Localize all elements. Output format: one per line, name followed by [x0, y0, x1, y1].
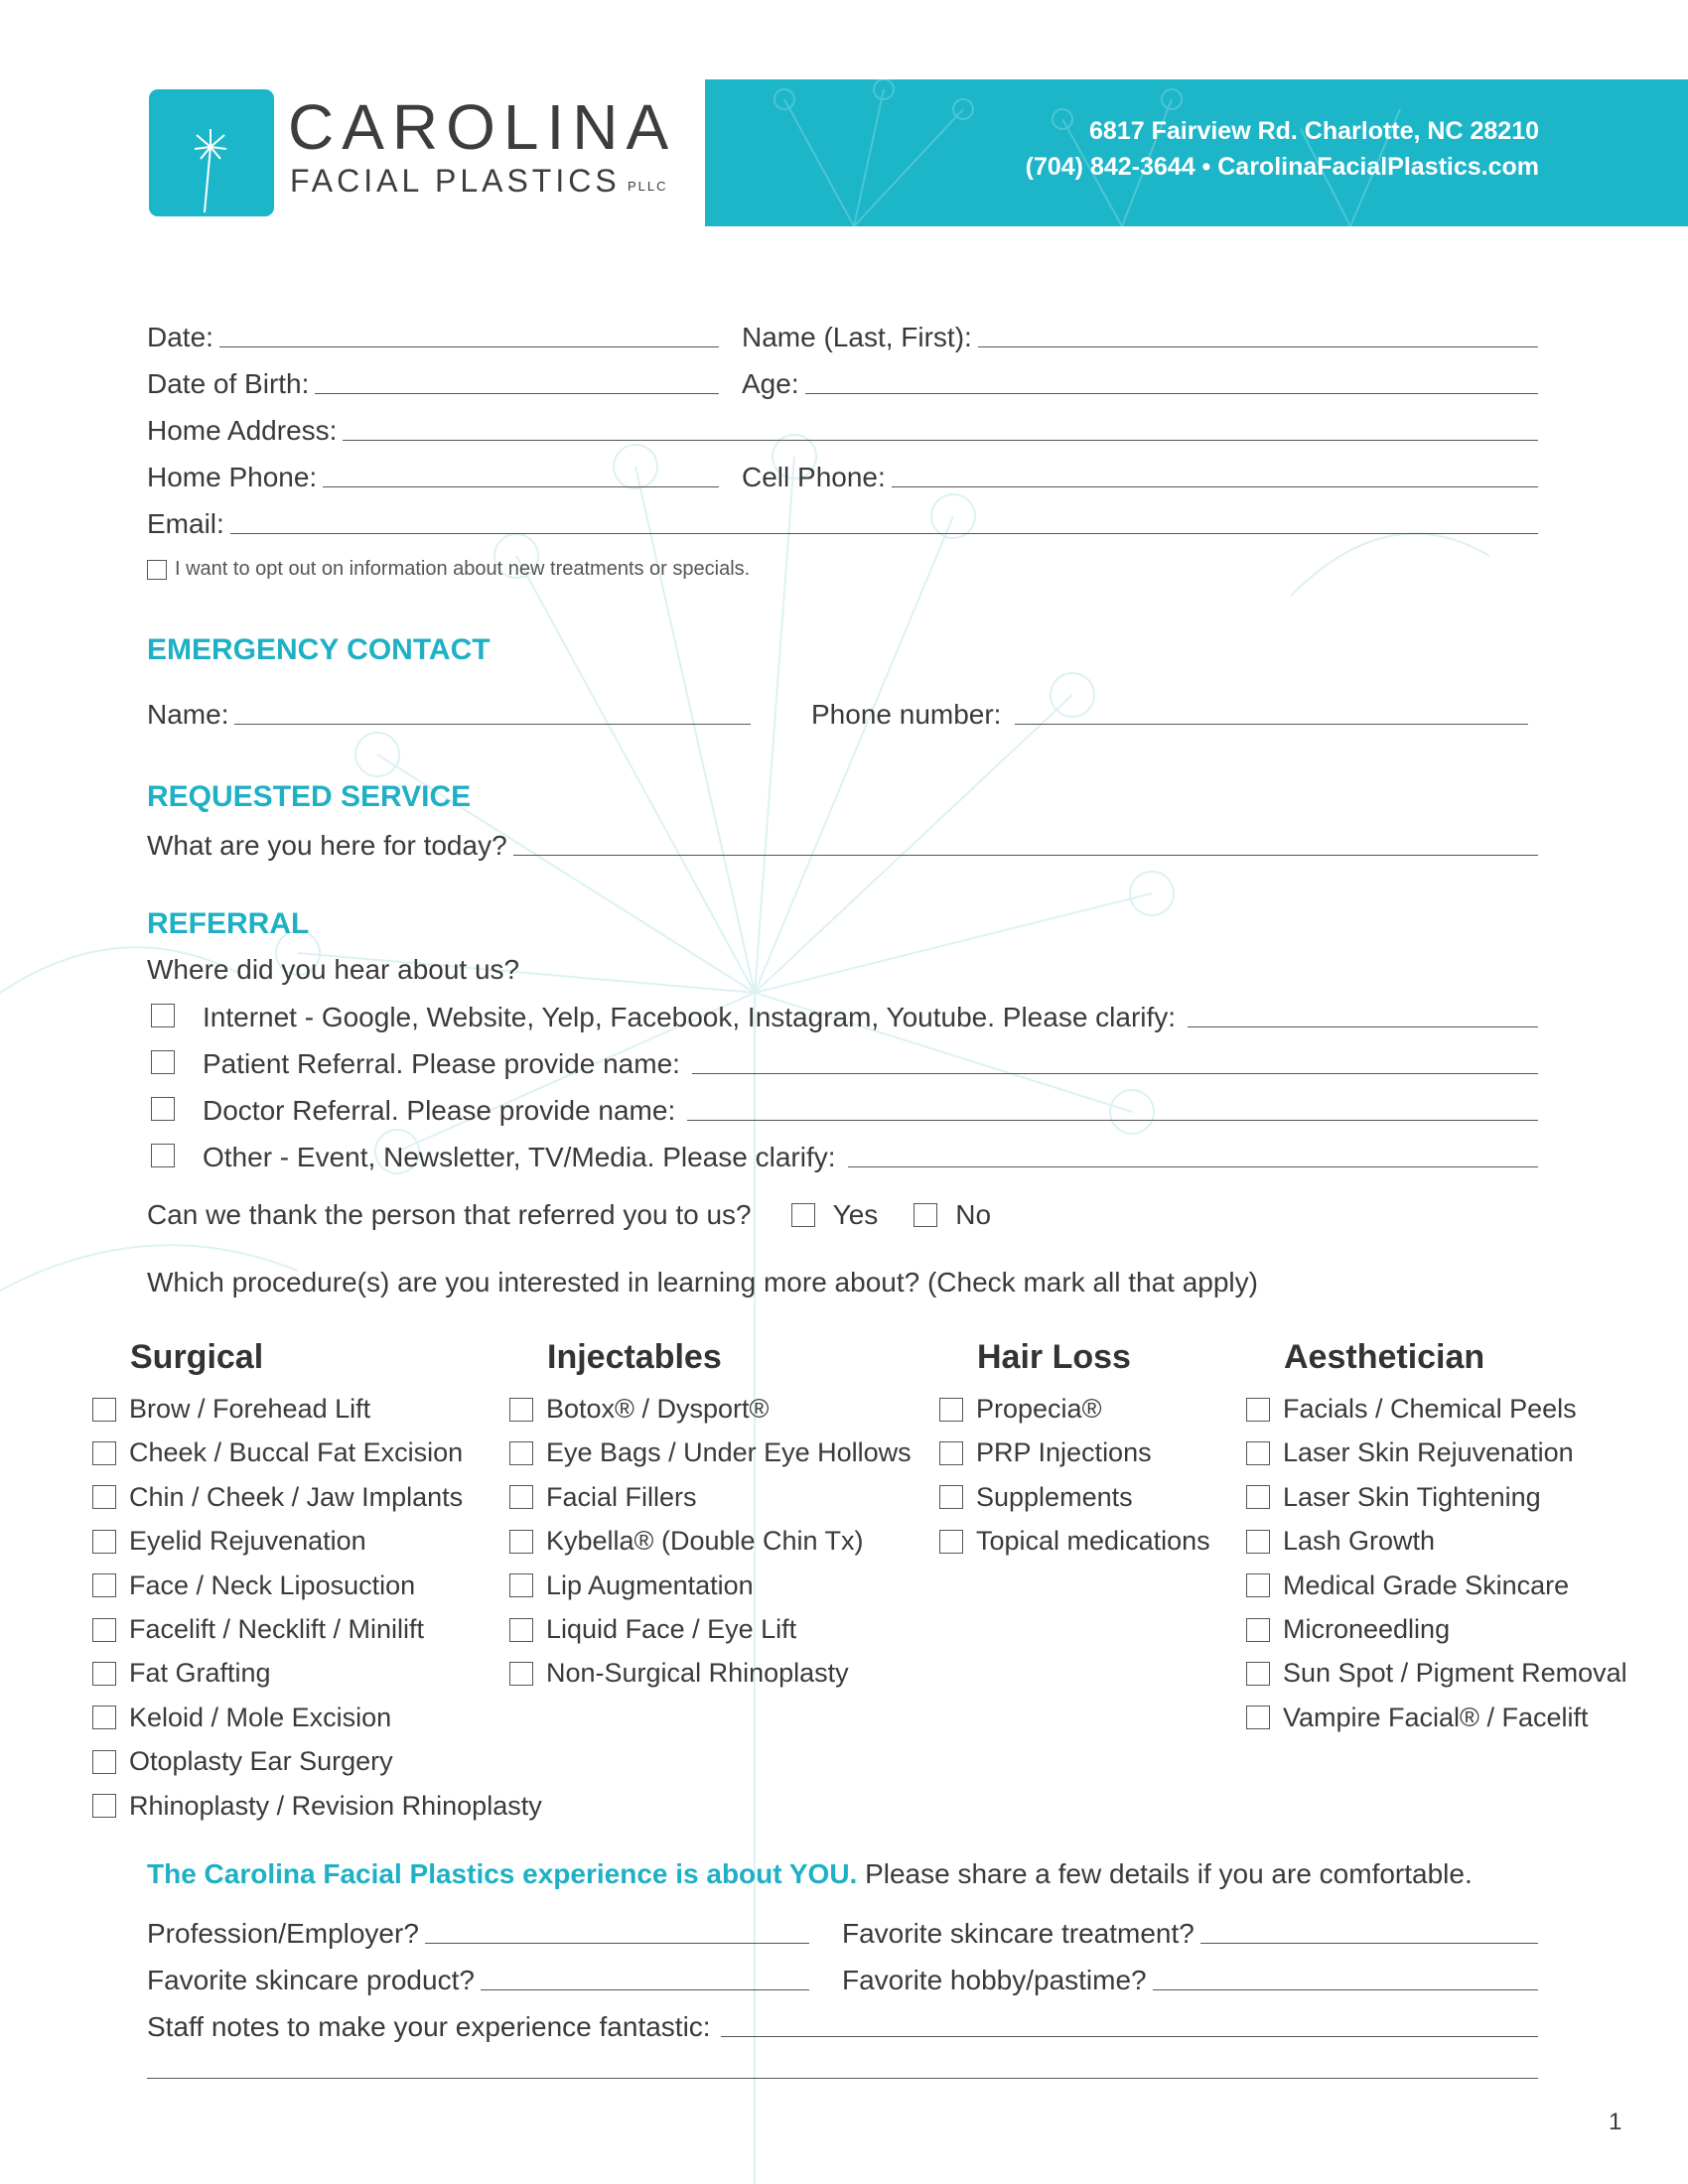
thank-question: Can we thank the person that referred you to us? [147, 1199, 752, 1230]
hair-loss-option-checkbox[interactable] [939, 1485, 963, 1509]
aesthetician-option-label: Lash Growth [1283, 1526, 1436, 1557]
injectables-option-label: Kybella® (Double Chin Tx) [546, 1526, 864, 1557]
aesthetician-option[interactable] [1246, 1703, 1588, 1733]
phone-website-text: (704) 842-3644 • CarolinaFacialPlastics.com [1025, 153, 1539, 181]
cell-phone-label: Cell Phone: [742, 462, 886, 492]
date-field[interactable] [147, 318, 719, 353]
referral-doctor-row [151, 1091, 1538, 1127]
aesthetician-option[interactable] [1246, 1658, 1627, 1689]
profession-label: Profession/Employer? [147, 1918, 419, 1949]
surgical-option-checkbox[interactable] [92, 1485, 116, 1509]
aesthetician-option[interactable] [1246, 1437, 1574, 1468]
injectables-option[interactable] [509, 1658, 849, 1689]
surgical-option-label: Keloid / Mole Excision [129, 1702, 392, 1732]
referral-doctor-checkbox[interactable] [151, 1097, 175, 1121]
aesthetician-option-checkbox[interactable] [1246, 1398, 1270, 1422]
surgical-option[interactable] [92, 1437, 463, 1468]
referral-question: Where did you hear about us? [147, 954, 520, 985]
thank-yes-label: Yes [832, 1199, 879, 1230]
referral-internet-label: Internet - Google, Website, Yelp, Facebook, Instagram, Youtube. Please clarify: [203, 1002, 1177, 1032]
fav-product-label: Favorite skincare product? [147, 1965, 475, 1995]
surgical-option-checkbox[interactable] [92, 1750, 116, 1774]
injectables-option[interactable] [509, 1570, 754, 1601]
fav-treatment-label: Favorite skincare treatment? [842, 1918, 1195, 1949]
brand-name: CAROLINA [288, 91, 677, 163]
aesthetician-option-label: Vampire Facial® / Facelift [1283, 1702, 1589, 1732]
referral-other-checkbox[interactable] [151, 1144, 175, 1167]
surgical-option-label: Face / Neck Liposuction [129, 1570, 416, 1600]
surgical-option-checkbox[interactable] [92, 1530, 116, 1554]
opt-out-checkbox[interactable] [147, 560, 167, 580]
hair-loss-option-label: Supplements [976, 1481, 1133, 1512]
referral-doctor-label: Doctor Referral. Please provide name: [203, 1095, 676, 1126]
aesthetician-option-checkbox[interactable] [1246, 1662, 1270, 1686]
hair-loss-heading: Hair Loss [977, 1338, 1131, 1376]
staff-notes-extra-line[interactable] [147, 2077, 1538, 2079]
injectables-option[interactable] [509, 1526, 864, 1557]
aesthetician-option-label: Microneedling [1283, 1614, 1451, 1644]
surgical-option-checkbox[interactable] [92, 1398, 116, 1422]
aesthetician-option[interactable] [1246, 1482, 1541, 1513]
service-field[interactable] [147, 826, 1538, 862]
injectables-option-label: Liquid Face / Eye Lift [546, 1614, 797, 1644]
email-label: Email: [147, 508, 224, 539]
injectables-option[interactable] [509, 1394, 769, 1425]
aesthetician-option-checkbox[interactable] [1246, 1441, 1270, 1465]
thank-no-label: No [955, 1199, 992, 1230]
aesthetician-option-checkbox[interactable] [1246, 1485, 1270, 1509]
injectables-option[interactable] [509, 1614, 796, 1645]
injectables-option-label: Eye Bags / Under Eye Hollows [546, 1437, 912, 1468]
referral-patient-label: Patient Referral. Please provide name: [203, 1048, 680, 1079]
referral-other-label: Other - Event, Newsletter, TV/Media. Please clarify: [203, 1142, 836, 1172]
procedures-question: Which procedure(s) are you interested in learning more about? (Check mark all that apply) [147, 1267, 1258, 1297]
injectables-heading: Injectables [547, 1338, 722, 1376]
surgical-option[interactable] [92, 1703, 391, 1733]
surgical-option-label: Otoplasty Ear Surgery [129, 1746, 393, 1777]
aesthetician-option-checkbox[interactable] [1246, 1618, 1270, 1642]
surgical-option-label: Chin / Cheek / Jaw Implants [129, 1481, 464, 1512]
brand-suffix: PLLC [628, 179, 668, 194]
aesthetician-option[interactable] [1246, 1526, 1435, 1557]
aesthetician-option-label: Laser Skin Tightening [1283, 1481, 1541, 1512]
aesthetician-option[interactable] [1246, 1570, 1569, 1601]
surgical-option[interactable] [92, 1614, 424, 1645]
opt-out-label: I want to opt out on information about new treatments or specials. [175, 558, 751, 580]
surgical-option-label: Brow / Forehead Lift [129, 1394, 371, 1424]
thank-no-checkbox[interactable] [914, 1203, 937, 1227]
injectables-option-checkbox[interactable] [509, 1398, 533, 1422]
injectables-option-checkbox[interactable] [509, 1573, 533, 1597]
aesthetician-option[interactable] [1246, 1394, 1577, 1425]
hair-loss-option-label: Topical medications [976, 1526, 1210, 1557]
about-you-intro [147, 1858, 1473, 1890]
thank-yes-checkbox[interactable] [791, 1203, 815, 1227]
hair-loss-option-checkbox[interactable] [939, 1441, 963, 1465]
surgical-option-checkbox[interactable] [92, 1662, 116, 1686]
age-label: Age: [742, 368, 799, 399]
emergency-phone-label: Phone number: [811, 699, 1002, 730]
cell-phone-field[interactable] [742, 458, 1538, 493]
referral-internet-checkbox[interactable] [151, 1004, 175, 1027]
aesthetician-option-checkbox[interactable] [1246, 1530, 1270, 1554]
injectables-option-checkbox[interactable] [509, 1662, 533, 1686]
hair-loss-option-label: Propecia® [976, 1394, 1102, 1424]
dandelion-logo-icon [149, 89, 274, 216]
logo-badge [149, 89, 274, 216]
surgical-option-checkbox[interactable] [92, 1573, 116, 1597]
name-label: Name (Last, First): [742, 322, 972, 352]
home-address-label: Home Address: [147, 415, 338, 446]
hair-loss-option-checkbox[interactable] [939, 1530, 963, 1554]
dob-field[interactable] [147, 364, 719, 400]
service-label: What are you here for today? [147, 830, 507, 861]
surgical-option-checkbox[interactable] [92, 1706, 116, 1729]
fav-hobby-field[interactable] [842, 1961, 1538, 1996]
surgical-option[interactable] [92, 1482, 463, 1513]
injectables-option-label: Botox® / Dysport® [546, 1394, 770, 1424]
date-label: Date: [147, 322, 213, 352]
page-number: 1 [1609, 2109, 1622, 2135]
home-address-field[interactable] [147, 411, 1538, 447]
emergency-heading: EMERGENCY CONTACT [147, 633, 491, 666]
fav-product-field[interactable] [147, 1961, 809, 1996]
service-heading: REQUESTED SERVICE [147, 780, 472, 813]
surgical-heading: Surgical [130, 1338, 264, 1376]
aesthetician-option-label: Facials / Chemical Peels [1283, 1394, 1577, 1424]
surgical-option[interactable] [92, 1746, 393, 1777]
contact-banner [705, 79, 1688, 226]
aesthetician-option[interactable] [1246, 1614, 1450, 1645]
emergency-name-field[interactable] [147, 695, 751, 731]
thank-row [147, 1199, 991, 1231]
email-field[interactable] [147, 504, 1538, 540]
injectables-option-checkbox[interactable] [509, 1530, 533, 1554]
surgical-option[interactable] [92, 1791, 542, 1822]
age-field[interactable] [742, 364, 1538, 400]
surgical-option-label: Fat Grafting [129, 1658, 271, 1689]
injectables-option-checkbox[interactable] [509, 1485, 533, 1509]
hair-loss-option[interactable] [939, 1437, 1152, 1468]
aesthetician-option-label: Laser Skin Rejuvenation [1283, 1437, 1574, 1468]
surgical-option[interactable] [92, 1658, 271, 1689]
referral-patient-row [151, 1044, 1538, 1080]
staff-notes-label: Staff notes to make your experience fantastic: [147, 2011, 711, 2042]
hair-loss-option[interactable] [939, 1482, 1133, 1513]
hair-loss-option[interactable] [939, 1394, 1101, 1425]
surgical-option[interactable] [92, 1570, 415, 1601]
aesthetician-option-checkbox[interactable] [1246, 1573, 1270, 1597]
fav-hobby-label: Favorite hobby/pastime? [842, 1965, 1147, 1995]
injectables-option[interactable] [509, 1482, 697, 1513]
injectables-option[interactable] [509, 1437, 912, 1468]
surgical-option-checkbox[interactable] [92, 1794, 116, 1818]
surgical-option[interactable] [92, 1394, 370, 1425]
injectables-option-label: Non-Surgical Rhinoplasty [546, 1658, 849, 1689]
aesthetician-heading: Aesthetician [1284, 1338, 1485, 1376]
injectables-option-checkbox[interactable] [509, 1618, 533, 1642]
surgical-option[interactable] [92, 1526, 366, 1557]
surgical-option-label: Cheek / Buccal Fat Excision [129, 1437, 464, 1468]
aesthetician-option-label: Medical Grade Skincare [1283, 1570, 1570, 1600]
surgical-option-label: Eyelid Rejuvenation [129, 1526, 366, 1557]
referral-other-row [151, 1138, 1538, 1173]
emergency-name-label: Name: [147, 699, 229, 730]
surgical-option-checkbox[interactable] [92, 1441, 116, 1465]
dob-label: Date of Birth: [147, 368, 310, 399]
surgical-option-label: Facelift / Necklift / Minilift [129, 1614, 425, 1644]
referral-internet-row [151, 998, 1538, 1033]
address-text: 6817 Fairview Rd. Charlotte, NC 28210 [1089, 117, 1539, 145]
injectables-option-checkbox[interactable] [509, 1441, 533, 1465]
staff-notes-field[interactable] [147, 2007, 1538, 2043]
hair-loss-option-label: PRP Injections [976, 1437, 1152, 1468]
aesthetician-option-label: Sun Spot / Pigment Removal [1283, 1658, 1627, 1689]
surgical-option-label: Rhinoplasty / Revision Rhinoplasty [129, 1790, 542, 1821]
emergency-phone-field[interactable] [811, 695, 1528, 731]
hair-loss-option[interactable] [939, 1526, 1210, 1557]
injectables-option-label: Facial Fillers [546, 1481, 697, 1512]
aesthetician-option-checkbox[interactable] [1246, 1706, 1270, 1729]
hair-loss-option-checkbox[interactable] [939, 1398, 963, 1422]
home-phone-label: Home Phone: [147, 462, 318, 492]
brand-subtitle: FACIAL PLASTICS [290, 163, 621, 199]
referral-patient-checkbox[interactable] [151, 1050, 175, 1074]
profession-field[interactable] [147, 1914, 809, 1950]
name-field[interactable] [742, 318, 1538, 353]
opt-out-row [147, 558, 750, 581]
fav-treatment-field[interactable] [842, 1914, 1538, 1950]
about-you-text: Please share a few details if you are comfortable. [857, 1858, 1473, 1889]
home-phone-field[interactable] [147, 458, 719, 493]
about-you-accent: The Carolina Facial Plastics experience is about YOU. [147, 1858, 858, 1889]
surgical-option-checkbox[interactable] [92, 1618, 116, 1642]
injectables-option-label: Lip Augmentation [546, 1570, 754, 1600]
referral-heading: REFERRAL [147, 907, 310, 940]
